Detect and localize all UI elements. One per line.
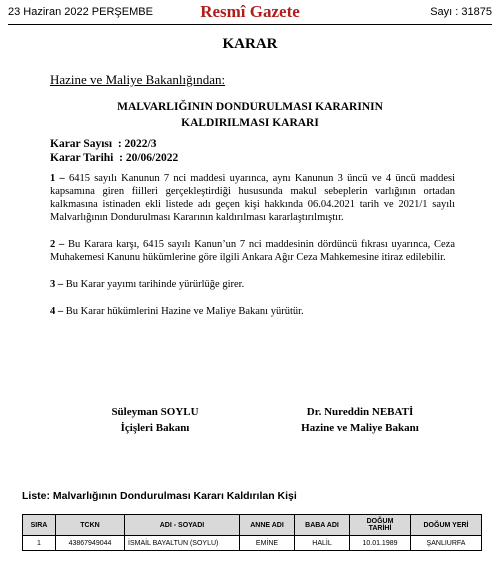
article-text: Bu Karara karşı, 6415 sayılı Kanun’un 7 nci maddesinin dördüncü fıkrası uyarınca, Ceza Muhakemesi Kanunu hükümlerine göre ilgili Ankara Ağır Ceza Mahkemesine itiraz edilebilir. (50, 239, 456, 263)
cell-tckn: 43867949044 (56, 536, 125, 551)
header-divider (8, 24, 492, 25)
col-father: BABA ADI (295, 515, 350, 536)
table-row (23, 536, 482, 551)
article-number: 4 – (50, 306, 64, 317)
issue-number: Sayı : 31875 (430, 6, 492, 18)
article-number: 2 – (50, 239, 65, 250)
decision-number: Karar Sayısı : 2022/3 (50, 138, 157, 150)
col-birth-place: DOĞUM YERİ (411, 515, 482, 536)
article-1 (50, 172, 455, 224)
ministry-name: Hazine ve Maliye Bakanlığından: (50, 72, 226, 87)
article-number: 1 – (50, 173, 65, 184)
cell-mother: EMİNE (240, 536, 295, 551)
decision-title-line-2: KALDIRILMASI KARARI (181, 117, 319, 129)
gazette-title: Resmî Gazete (200, 2, 300, 21)
col-sira: SIRA (23, 515, 56, 536)
cell-father: HALİL (295, 536, 350, 551)
signatory-name: Süleyman SOYLU (111, 406, 199, 418)
issue-date: 23 Haziran 2022 PERŞEMBE (8, 6, 153, 18)
cell-sira: 1 (23, 536, 56, 551)
signatory-name: Dr. Nureddin NEBATİ (306, 406, 414, 418)
cell-birth-place: ŞANLIURFA (411, 536, 482, 551)
col-mother: ANNE ADI (240, 515, 295, 536)
article-text: Bu Karar hükümlerini Hazine ve Maliye Bakanı yürütür. (63, 306, 304, 317)
col-birth-date (350, 515, 411, 536)
decision-title (60, 99, 440, 131)
article-3 (50, 278, 455, 291)
article-text: Bu Karar yayımı tarihinde yürürlüğe girer. (63, 279, 245, 290)
gazette-header (0, 0, 500, 26)
decision-title-line-1: MALVARLIĞININ DONDURULMASI KARARININ (117, 101, 383, 113)
col-birth-date-line-2: TARİHİ (368, 525, 392, 532)
decision-body (50, 172, 455, 332)
list-title: Liste: Malvarlığının Dondurulması Kararı Kaldırılan Kişi (22, 490, 297, 502)
decision-meta (50, 137, 178, 165)
signature-right (270, 404, 450, 436)
signatory-title: İçişleri Bakanı (120, 422, 190, 434)
col-name: ADI - SOYADI (125, 515, 240, 536)
decision-date: Karar Tarihi : 20/06/2022 (50, 152, 179, 164)
signatory-title: Hazine ve Maliye Bakanı (301, 422, 419, 434)
table-header-row (23, 515, 482, 536)
article-2 (50, 238, 455, 264)
article-text: 6415 sayılı Kanunun 7 nci maddesi uyarınca, aynı Kanunun 3 üncü ve 4 üncü maddesi kapsamına giren fiilleri gerçekleştirdiği hususunda makul sebeplerin varlığının ortadan kalkmasına istinaden ekli listede adı geçen kişi hakkında 06.04.2021 tarih ve 2021/1 sayılı Malvarlığının Dondurulması Kararının kaldırılması kararlaştırılmıştır. (50, 173, 456, 223)
cell-birth-date: 10.01.1989 (350, 536, 411, 551)
col-birth-date-line-1: DOĞUM (366, 518, 394, 525)
signature-left (75, 404, 235, 436)
person-table (22, 514, 482, 551)
article-number: 3 – (50, 279, 64, 290)
article-4 (50, 305, 455, 318)
section-title: KARAR (222, 36, 278, 52)
col-tckn: TCKN (56, 515, 125, 536)
cell-name: İSMAİL BAYALTUN (SOYLU) (125, 536, 240, 551)
